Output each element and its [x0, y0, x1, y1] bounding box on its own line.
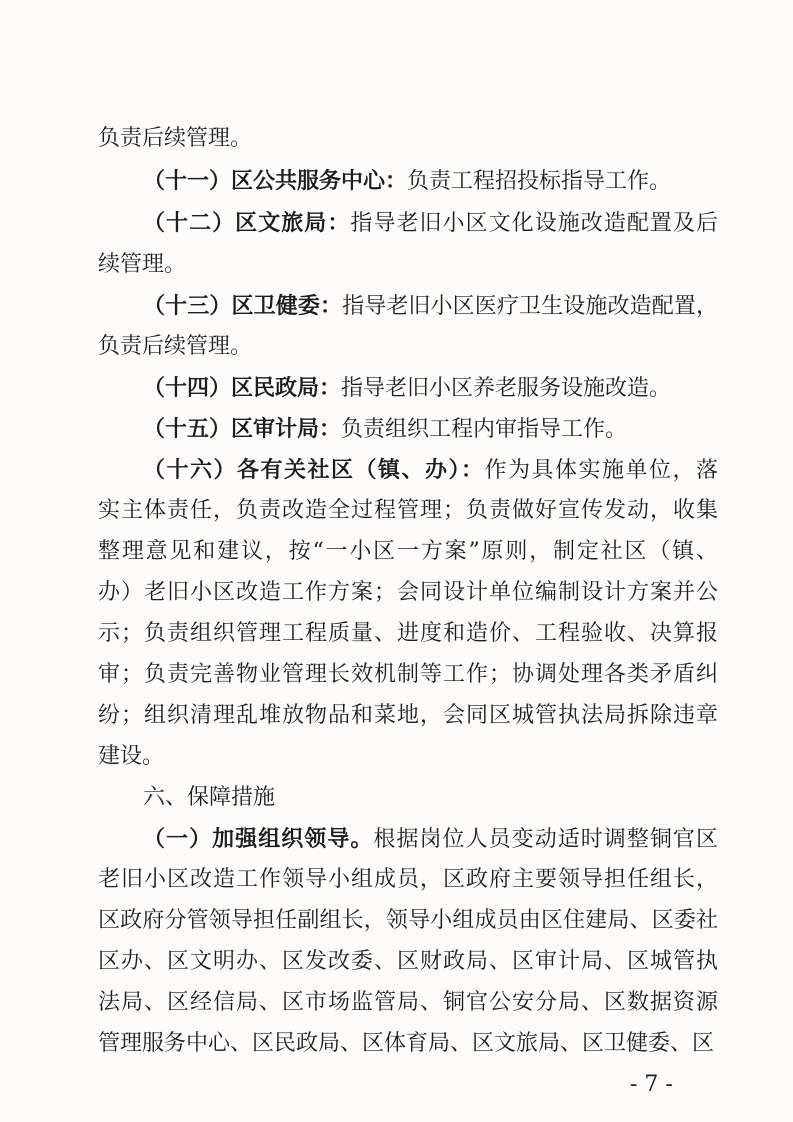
item-heading: （十三）区卫健委： — [143, 293, 343, 319]
body-line: 老旧小区改造工作领导小组成员，区政府主要领导担任组长， — [98, 867, 718, 892]
item-heading: （十一）区公共服务中心： — [143, 168, 408, 194]
section-item-culture-tourism-bureau: （十二）区文旅局：指导老旧小区文化设施改造配置及后 — [143, 210, 718, 236]
item-heading: （十四）区民政局： — [143, 375, 342, 401]
body-line: 负责后续管理。 — [98, 126, 253, 151]
body-line: 管理服务中心、区民政局、区体育局、区文旅局、区卫健委、区 — [98, 1031, 715, 1056]
section-item-public-service-center: （十一）区公共服务中心：负责工程招投标指导工作。 — [143, 168, 672, 194]
body-line: 整理意见和建议，按“一小区一方案”原则，制定社区（镇、 — [98, 539, 718, 564]
body-line: 示；负责组织管理工程质量、进度和造价、工程验收、决算报 — [98, 621, 718, 646]
body-line: 法局、区经信局、区市场监管局、铜官公安分局、区数据资源 — [98, 990, 718, 1015]
body-line: 纷；组织清理乱堆放物品和菜地，会同区城管执法局拆除违章 — [98, 703, 718, 728]
body-line: 续管理。 — [98, 252, 187, 277]
section-item-audit-bureau: （十五）区审计局：负责组织工程内审指导工作。 — [143, 416, 628, 442]
body-line: 办）老旧小区改造工作方案；会同设计单位编制设计方案并公 — [98, 580, 718, 605]
body-line: 实主体责任，负责改造全过程管理；负责做好宣传发动，收集 — [98, 498, 718, 523]
item-heading: （十五）区审计局： — [143, 416, 342, 442]
page-number: - 7 - — [630, 1072, 673, 1097]
body-line: 负责后续管理。 — [98, 334, 253, 359]
body-line: 审；负责完善物业管理长效机制等工作；协调处理各类矛盾纠 — [98, 662, 718, 687]
section-item-organization-leadership: （一）加强组织领导。根据岗位人员变动适时调整铜官区 — [143, 826, 718, 852]
body-line: 区办、区文明办、区发改委、区财政局、区审计局、区城管执 — [98, 949, 718, 974]
body-line: 区政府分管领导担任副组长，领导小组成员由区住建局、区委社 — [98, 908, 718, 933]
section-item-communities: （十六）各有关社区（镇、办）：作为具体实施单位，落 — [143, 457, 718, 483]
section-item-civil-affairs-bureau: （十四）区民政局：指导老旧小区养老服务设施改造。 — [143, 375, 672, 401]
item-heading: （一）加强组织领导。 — [143, 826, 374, 852]
item-heading: （十二）区文旅局： — [143, 210, 351, 236]
body-line: 建设。 — [98, 744, 165, 769]
section-item-health-commission: （十三）区卫健委：指导老旧小区医疗卫生设施改造配置， — [143, 293, 718, 319]
section-heading-safeguards: 六、保障措施 — [143, 785, 276, 810]
item-heading: （十六）各有关社区（镇、办）： — [143, 457, 485, 483]
